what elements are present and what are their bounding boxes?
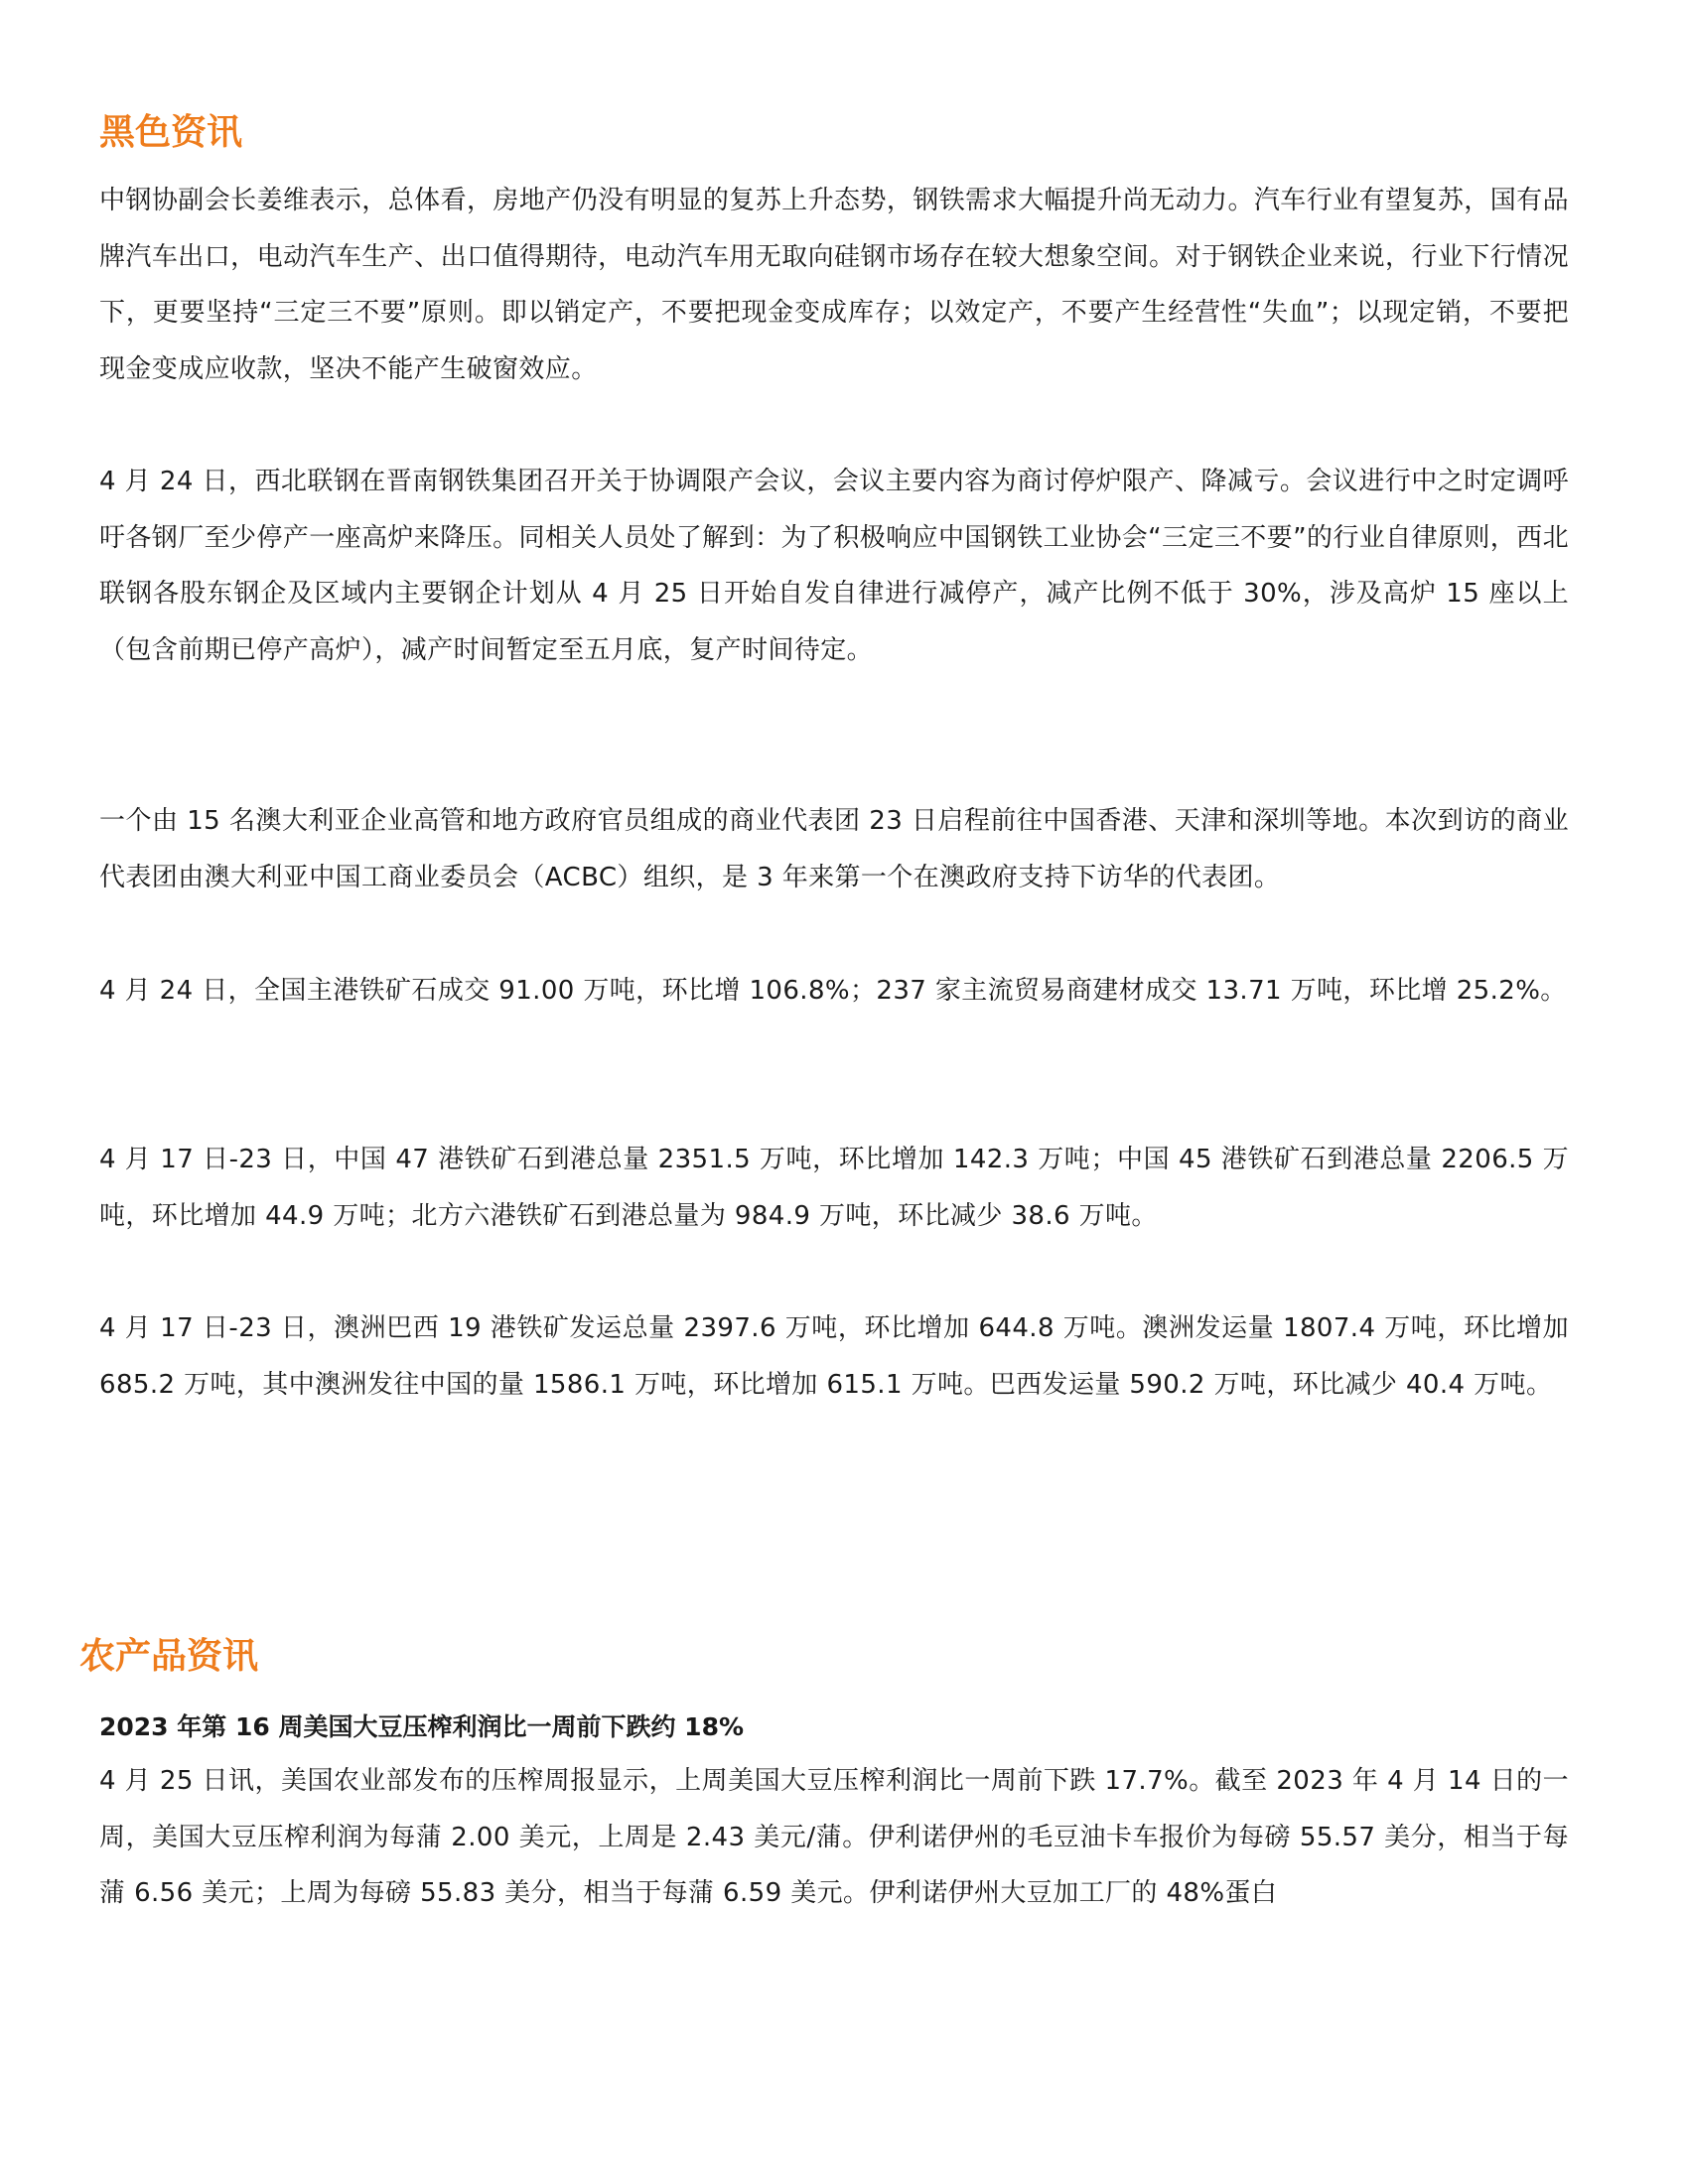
black-news-paragraph-3: 一个由 15 名澳大利亚企业高管和地方政府官员组成的商业代表团 23 日启程前往中国香港、天津和深圳等地。本次到访的商业代表团由澳大利亚中国工商业委员会（ACBC）组织，是 3 年来第一个在澳政府支持下访华的代表团。 <box>99 806 1569 892</box>
black-news-paragraph-5: 4 月 17 日-23 日，中国 47 港铁矿石到港总量 2351.5 万吨，环比增加 142.3 万吨；中国 45 港铁矿石到港总量 2206.5 万吨，环比增加 44.9 万吨；北方六港铁矿石到港总量为 984.9 万吨，环比减少 38.6 万吨。 <box>99 1145 1569 1231</box>
black-news-paragraph-1: 中钢协副会长姜维表示，总体看，房地产仍没有明显的复苏上升态势，钢铁需求大幅提升尚无动力。汽车行业有望复苏，国有品牌汽车出口，电动汽车生产、出口值得期待，电动汽车用无取向硅钢市场存在较大想象空间。对于钢铁企业来说，行业下行情况下，更要坚持“三定三不要”原则。即以销定产，不要把现金变成库存；以效定产，不要产生经营性“失血”；以现定销，不要把现金变成应收款，坚决不能产生破窗效应。 <box>99 186 1569 384</box>
black-news-paragraph-2: 4 月 24 日，西北联钢在晋南钢铁集团召开关于协调限产会议，会议主要内容为商讨停炉限产、降减亏。会议进行中之时定调呼吁各钢厂至少停产一座高炉来降压。同相关人员处了解到：为了积极响应中国钢铁工业协会“三定三不要”的行业自律原则，西北联钢各股东钢企及区域内主要钢企计划从 4 月 25 日开始自发自律进行减停产，减产比例不低于 30%，涉及高炉 15 座以上（包含前期已停产高炉），减产时间暂定至五月底，复产时间待定。 <box>99 467 1569 665</box>
black-news-heading: 黑色资讯 <box>99 112 243 153</box>
agri-news-paragraph: 4 月 25 日讯，美国农业部发布的压榨周报显示，上周美国大豆压榨利润比一周前下跌 17.7%。截至 2023 年 4 月 14 日的一周，美国大豆压榨利润为每蒲 2.00 美元，上周是 2.43 美元/蒲。伊利诺伊州的毛豆油卡车报价为每磅 55.57 美分，相当于每蒲 6.56 美元；上周为每磅 55.83 美分，相当于每蒲 6.59 美元。伊利诺伊州大豆加工厂的 48%蛋白 <box>99 1766 1569 1908</box>
agri-news-heading: 农产品资讯 <box>79 1636 259 1677</box>
black-news-paragraph-6: 4 月 17 日-23 日，澳洲巴西 19 港铁矿发运总量 2397.6 万吨，环比增加 644.8 万吨。澳洲发运量 1807.4 万吨，环比增加 685.2 万吨，其中澳洲发往中国的量 1586.1 万吨，环比增加 615.1 万吨。巴西发运量 590.2 万吨，环比减少 40.4 万吨。 <box>99 1313 1569 1400</box>
agri-news-subheading: 2023 年第 16 周美国大豆压榨利润比一周前下跌约 18% <box>99 1712 745 1741</box>
black-news-paragraph-4: 4 月 24 日，全国主港铁矿石成交 91.00 万吨，环比增 106.8%；237 家主流贸易商建材成交 13.71 万吨，环比增 25.2%。 <box>99 976 1567 1006</box>
